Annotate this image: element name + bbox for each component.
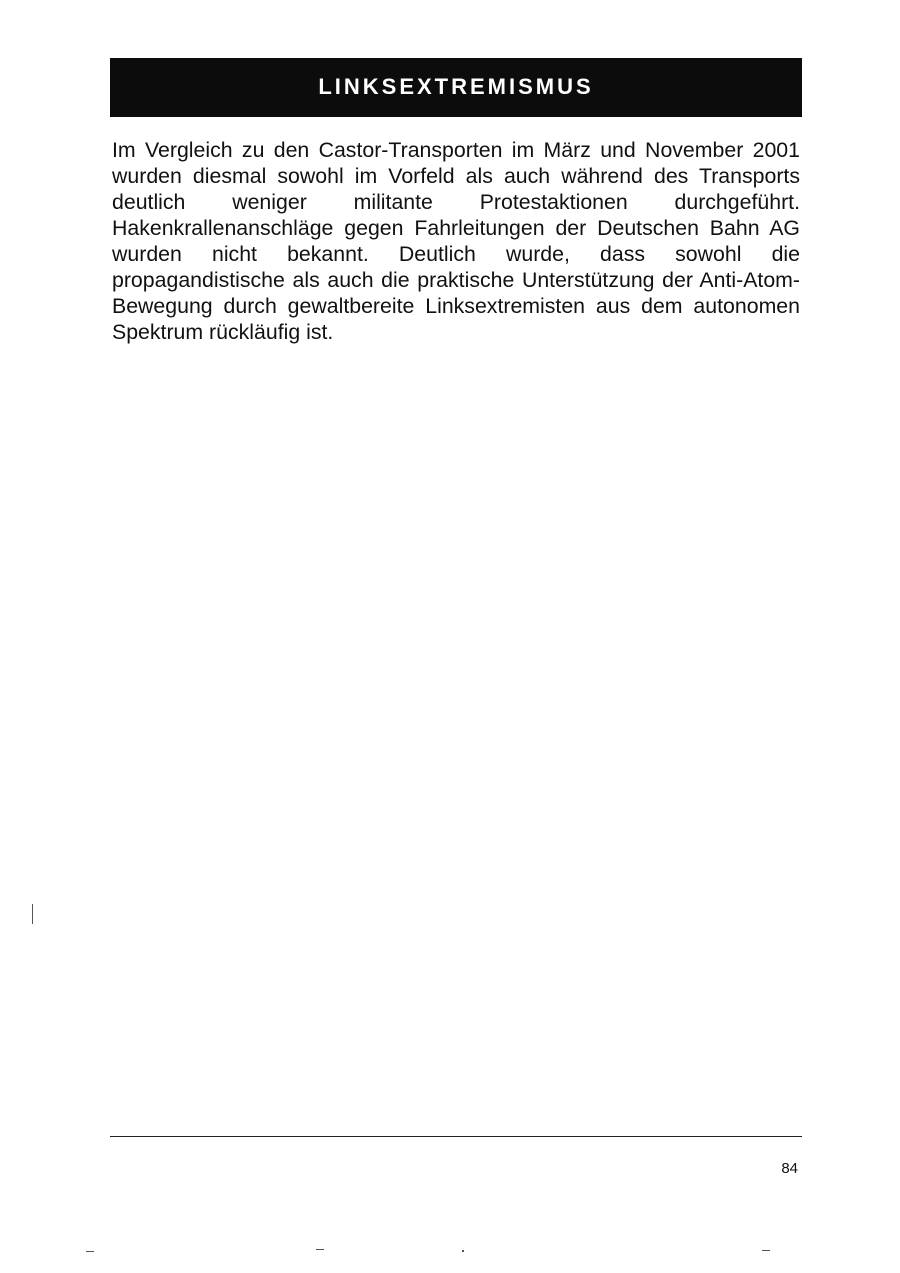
scan-mark-left bbox=[32, 904, 33, 924]
section-title: LINKSEXTREMISMUS bbox=[318, 73, 594, 99]
body-paragraph: Im Vergleich zu den Castor-Transporten im März und November 2001 wurden diesmal sowohl im Vorfeld als auch während des Transports deutlich weniger militante Protestaktionen durchgeführt. Hakenkrallenanschläge gegen Fahrleitungen der Deutschen Bahn AG wurden nicht bekannt. Deutlich wurde, dass sowohl die propagandistische als auch die praktische Unterstützung der Anti-Atom-Bewegung durch gewaltbereite Linksextremisten aus dem autonomen Spektrum rückläufig ist. bbox=[112, 138, 800, 344]
footer-divider bbox=[110, 1136, 802, 1137]
scan-mark-bottom-1 bbox=[86, 1251, 94, 1252]
page-number: 84 bbox=[781, 1160, 798, 1177]
section-header-band bbox=[110, 58, 802, 117]
scan-mark-bottom-4 bbox=[762, 1250, 770, 1251]
scan-mark-bottom-2 bbox=[316, 1249, 324, 1250]
scan-mark-bottom-3 bbox=[462, 1250, 464, 1252]
